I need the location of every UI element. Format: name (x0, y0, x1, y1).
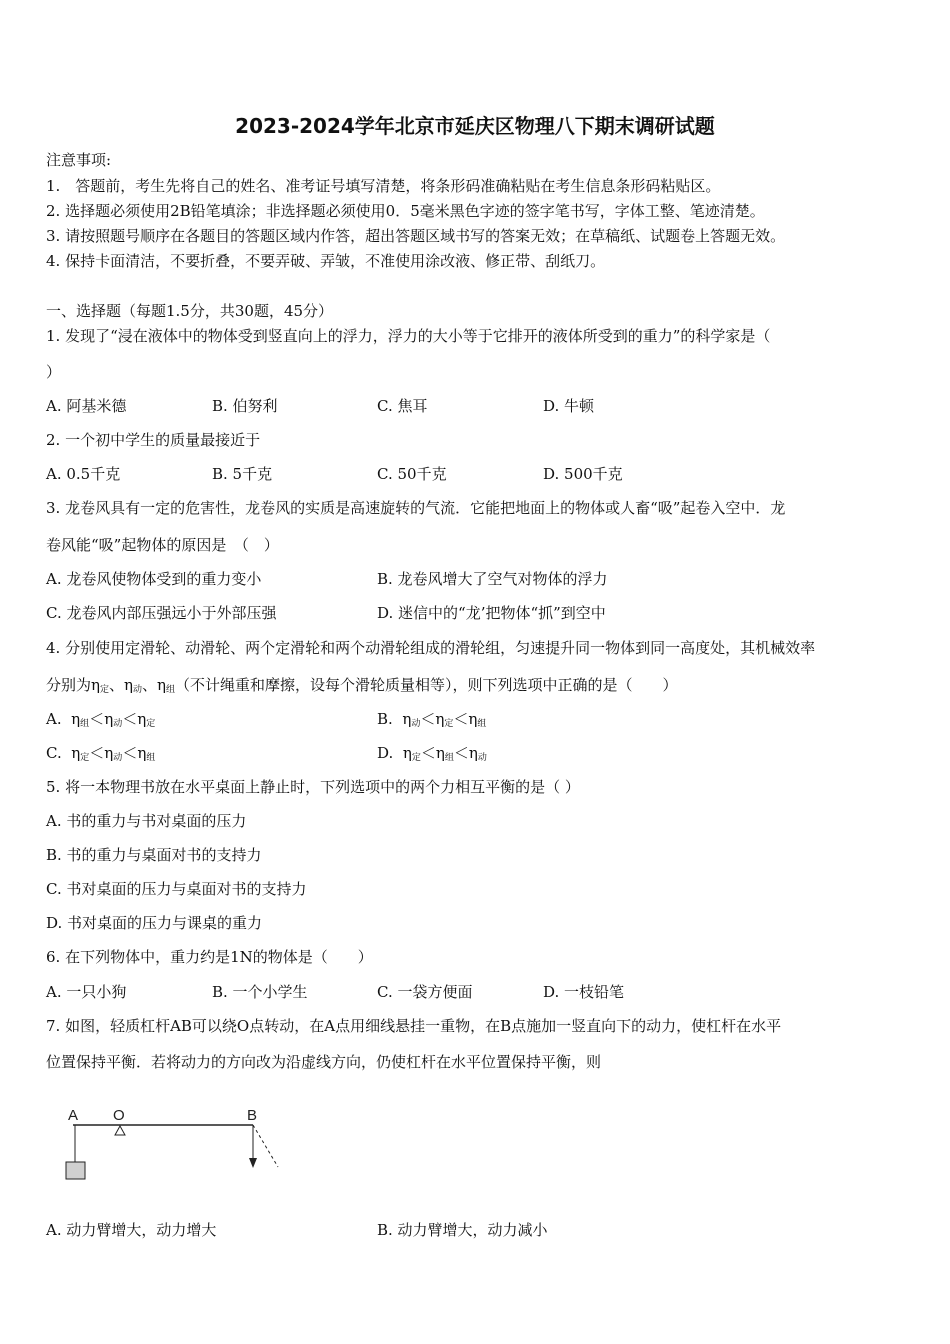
q2-option-c: C. 50千克 (377, 465, 447, 483)
q3-option-b: B. 龙卷风增大了空气对物体的浮力 (377, 570, 608, 588)
q5-option-d: D. 书对桌面的压力与课桌的重力 (46, 914, 263, 932)
notice-item-1: 1. 答题前，考生先将自己的姓名、准考证号填写清楚，将条形码准确粘贴在考生信息条形码粘贴区。 (46, 177, 721, 195)
question-4-stem-cont: 分别为$\eta_定$、$\eta_动$、$\eta_组$（不计绳重和摩擦，设每个滑轮质量相等），则下列选项中正确的是（ ） (46, 676, 678, 695)
question-2-stem: 2. 一个初中学生的质量最接近于 (46, 431, 261, 449)
page-title: 2023-2024学年北京市延庆区物理八下期末调研试题 (235, 114, 715, 138)
q4-option-a: A. $\eta_组<\eta_动<\eta_定$ (46, 710, 156, 729)
q6-option-a: A. 一只小狗 (46, 983, 127, 1001)
q4-option-c: C. $\eta_定<\eta_动<\eta_组$ (46, 744, 156, 763)
weight-block (66, 1162, 85, 1179)
q2-option-d: D. 500千克 (543, 465, 623, 483)
q5-option-a: A. 书的重力与书对桌面的压力 (46, 812, 247, 830)
notice-heading: 注意事项: (46, 151, 112, 169)
q6-option-b: B. 一个小学生 (212, 983, 308, 1001)
question-4-stem: 4. 分别使用定滑轮、动滑轮、两个定滑轮和两个动滑轮组成的滑轮组，匀速提升同一物体到同一高度处，其机械效率 (46, 639, 816, 657)
q3-option-c: C. 龙卷风内部压强远小于外部压强 (46, 604, 277, 622)
q6-option-c: C. 一袋方便面 (377, 983, 473, 1001)
q2-option-a: A. 0.5千克 (46, 465, 121, 483)
q1-option-c: C. 焦耳 (377, 397, 428, 415)
question-1-stem: 1. 发现了“浸在液体中的物体受到竖直向上的浮力，浮力的大小等于它排开的液体所受到的重力”的科学家是（ (46, 327, 771, 345)
q4-option-b: B. $\eta_动<\eta_定<\eta_组$ (377, 710, 487, 729)
notice-item-4: 4. 保持卡面清洁，不要折叠，不要弄破、弄皱，不准使用涂改液、修正带、刮纸刀。 (46, 252, 606, 270)
question-7-stem: 7. 如图，轻质杠杆AB可以绕O点转动，在A点用细线悬挂一重物，在B点施加一竖直向下的动力，使杠杆在水平 (46, 1017, 782, 1035)
q7-option-b: B. 动力臂增大，动力减小 (377, 1221, 548, 1239)
q2-option-b: B. 5千克 (212, 465, 273, 483)
notice-item-2: 2. 选择题必须使用2B铅笔填涂；非选择题必须使用0．5毫米黑色字迹的签字笔书写，字体工整、笔迹清楚。 (46, 202, 765, 220)
arrow-head-icon (249, 1158, 257, 1168)
question-3-stem-cont: 卷风能“吸”起物体的原因是 （ ） (46, 536, 279, 554)
q7-option-a: A. 动力臂增大，动力增大 (46, 1221, 217, 1239)
question-5-stem: 5. 将一本物理书放在水平桌面上静止时，下列选项中的两个力相互平衡的是（ ） (46, 778, 580, 796)
lever-diagram (58, 1100, 288, 1190)
q1-option-b: B. 伯努利 (212, 397, 278, 415)
q3-option-d: D. 迷信中的“龙’把物体“抓”到空中 (377, 604, 606, 622)
dashed-force-line (253, 1125, 278, 1167)
q6-option-d: D. 一枝铅笔 (543, 983, 625, 1001)
q1-option-d: D. 牛顿 (543, 397, 595, 415)
notice-item-3: 3. 请按照题号顺序在各题目的答题区域内作答，超出答题区域书写的答案无效；在草稿纸、试题卷上答题无效。 (46, 227, 786, 245)
q5-option-b: B. 书的重力与桌面对书的支持力 (46, 846, 262, 864)
question-1-stem-cont: ） (46, 363, 62, 381)
q1-option-a: A. 阿基米德 (46, 397, 127, 415)
q3-option-a: A. 龙卷风使物体受到的重力变小 (46, 570, 262, 588)
section-heading: 一、选择题（每题1.5分，共30题，45分） (46, 302, 334, 320)
point-a-label: A (68, 1107, 79, 1124)
question-3-stem: 3. 龙卷风具有一定的危害性，龙卷风的实质是高速旋转的气流．它能把地面上的物体或人畜“吸”起卷入空中．龙 (46, 499, 786, 517)
point-b-label: B (247, 1107, 258, 1124)
fulcrum-icon (115, 1126, 125, 1135)
question-7-stem-cont: 位置保持平衡．若将动力的方向改为沿虚线方向，仍使杠杆在水平位置保持平衡，则 (46, 1053, 602, 1071)
q5-option-c: C. 书对桌面的压力与桌面对书的支持力 (46, 880, 307, 898)
question-6-stem: 6. 在下列物体中，重力约是1N的物体是（ ） (46, 948, 373, 966)
q4-option-d: D. $\eta_定<\eta_组<\eta_动$ (377, 744, 487, 763)
point-o-label: O (113, 1107, 125, 1124)
